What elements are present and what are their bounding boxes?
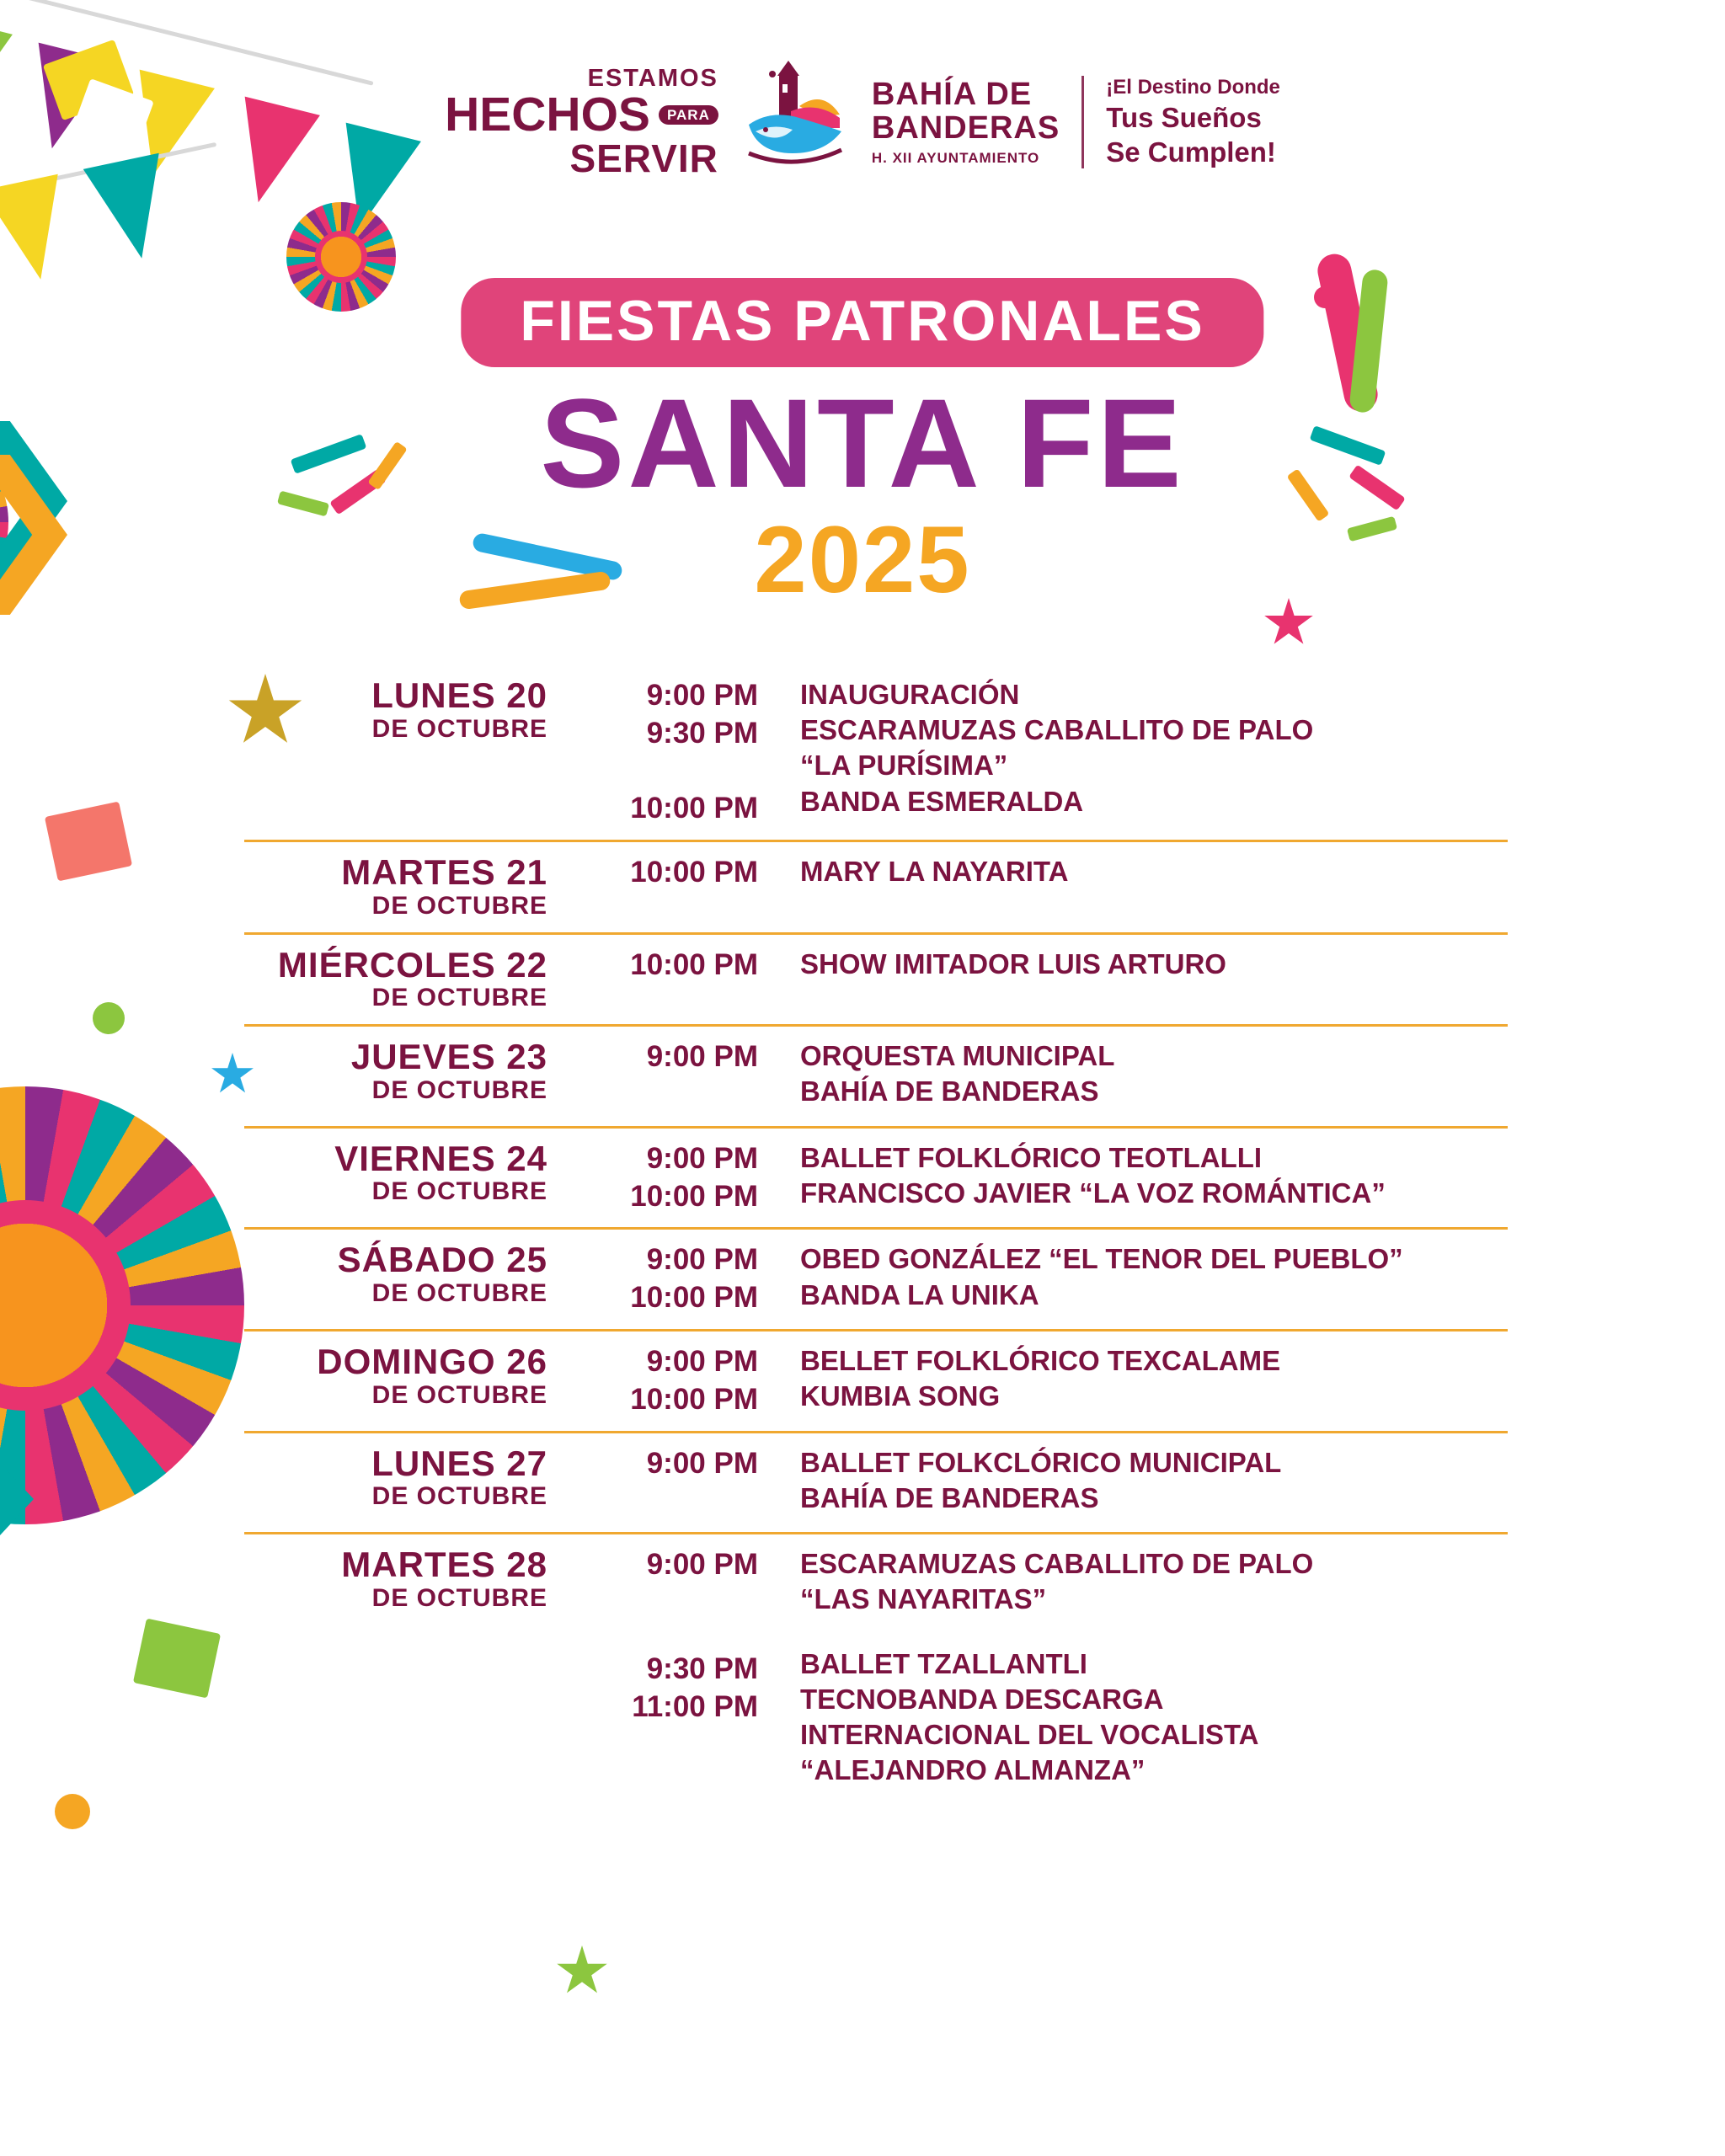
schedule-day [244, 944, 581, 1013]
schedule-events [800, 1445, 1508, 1516]
schedule-row [244, 1227, 1508, 1329]
event-title: BAHÍA DE BANDERAS [800, 1075, 1099, 1107]
event-time: 9:00 PM [646, 1548, 758, 1582]
schedule-row [244, 1024, 1508, 1126]
schedule-day [244, 1445, 581, 1512]
event-title: MARY LA NAYARITA [800, 856, 1069, 888]
schedule-events [800, 1241, 1508, 1312]
schedule-events [800, 1140, 1508, 1211]
schedule-times [581, 677, 800, 828]
schedule-times [581, 1343, 800, 1419]
event-year: 2025 [754, 507, 971, 612]
day-name: VIERNES 24 [334, 1138, 547, 1178]
event-title: SHOW IMITADOR LUIS ARTURO [800, 947, 1226, 979]
estamos-label: ESTAMOS [587, 65, 718, 92]
day-month: DE OCTUBRE [371, 1380, 547, 1409]
para-label: PARA [659, 105, 718, 125]
schedule-events [800, 1343, 1508, 1414]
schedule-row [244, 1329, 1508, 1431]
schedule-day [244, 1343, 581, 1410]
event-title: BALLET FOLKLÓRICO TEOTLALLI [800, 1141, 1263, 1173]
schedule-events [800, 1038, 1508, 1109]
municipality-name [872, 78, 1060, 166]
event-time: 10:00 PM [630, 1281, 758, 1315]
event-time: 11:00 PM [632, 1689, 758, 1723]
event-title: BANDA LA UNIKA [800, 1278, 1039, 1310]
event-time: 10:00 PM [630, 947, 758, 981]
event-subtitle: FIESTAS PATRONALES [461, 278, 1263, 367]
day-name: LUNES 20 [371, 675, 547, 715]
slogan-right [1106, 75, 1280, 170]
schedule-times [581, 947, 800, 985]
hechos-label: HECHOS [445, 88, 650, 141]
schedule-times [581, 1546, 800, 1801]
star-icon [1263, 598, 1314, 648]
schedule-row [244, 665, 1508, 840]
event-time: 9:00 PM [646, 1345, 758, 1378]
day-month: DE OCTUBRE [371, 1583, 547, 1612]
schedule-times [581, 1445, 800, 1521]
schedule-times [581, 1241, 800, 1317]
event-title: OBED GONZÁLEZ “EL TENOR DEL PUEBLO” [800, 1243, 1403, 1275]
slogan-line1: ¡El Destino Donde [1106, 75, 1280, 99]
schedule-day [244, 677, 581, 744]
event-title: ESCARAMUZAS CABALLITO DE PALO [800, 1548, 1314, 1580]
event-time: 9:30 PM [646, 1652, 758, 1685]
schedule-events [800, 947, 1508, 982]
header-divider [1081, 76, 1084, 168]
schedule-events [800, 854, 1508, 889]
day-name: JUEVES 23 [350, 1037, 547, 1077]
day-month: DE OCTUBRE [371, 1482, 547, 1511]
header [0, 59, 1725, 185]
event-time: 10:00 PM [630, 856, 758, 889]
event-title: BAHÍA DE BANDERAS [800, 1481, 1099, 1513]
event-title: BANDA ESMERALDA [800, 785, 1084, 817]
event-time: 10:00 PM [630, 792, 758, 825]
page-title: SANTA FE [540, 372, 1185, 514]
event-title: TECNOBANDA DESCARGA [800, 1683, 1164, 1715]
event-time [581, 1764, 758, 1801]
slogan-line2: Tus Sueños [1106, 101, 1262, 133]
schedule-row [244, 1431, 1508, 1533]
event-time: 9:00 PM [646, 679, 758, 712]
schedule-events [800, 1546, 1508, 1788]
day-name: MARTES 28 [341, 1545, 547, 1585]
event-title: KUMBIA SONG [800, 1380, 1001, 1412]
day-month: DE OCTUBRE [371, 984, 547, 1012]
day-month: DE OCTUBRE [371, 891, 547, 920]
schedule-times [581, 854, 800, 892]
day-name: SÁBADO 25 [337, 1240, 547, 1280]
event-title: BELLET FOLKLÓRICO TEXCALAME [800, 1345, 1281, 1376]
schedule-day [244, 1038, 581, 1105]
event-time: 9:30 PM [646, 716, 758, 750]
event-time: 10:00 PM [630, 1382, 758, 1416]
event-title: “ALEJANDRO ALMANZA” [800, 1754, 1146, 1786]
event-title: ORQUESTA MUNICIPAL [800, 1040, 1115, 1072]
event-time: 9:00 PM [646, 1243, 758, 1277]
municipality-sub: H. XII AYUNTAMIENTO [871, 149, 1040, 166]
coat-of-arms-icon [740, 59, 850, 185]
event-title: “LA PURÍSIMA” [800, 750, 1008, 782]
day-month: DE OCTUBRE [371, 1278, 547, 1307]
event-time: 10:00 PM [630, 1179, 758, 1213]
event-time: 9:00 PM [646, 1040, 758, 1074]
day-month: DE OCTUBRE [371, 1075, 547, 1104]
star-icon [556, 1945, 608, 1998]
event-time [581, 1584, 758, 1622]
schedule-times [581, 1140, 800, 1216]
event-title: BALLET FOLKCLÓRICO MUNICIPAL [800, 1446, 1282, 1478]
schedule-row [244, 932, 1508, 1025]
event-title: INTERNACIONAL DEL VOCALISTA [800, 1719, 1259, 1751]
schedule-day [244, 1140, 581, 1207]
brand-slogan-left [445, 67, 718, 178]
event-time [581, 1726, 758, 1764]
municipality-line2: BANDERAS [871, 110, 1060, 147]
event-time [581, 1482, 758, 1520]
day-name: MARTES 21 [341, 852, 547, 893]
event-time [581, 1076, 758, 1114]
event-title: “LAS NAYARITAS” [800, 1583, 1047, 1615]
servir-label: SERVIR [569, 136, 718, 180]
schedule-times [581, 1038, 800, 1114]
day-name: MIÉRCOLES 22 [277, 944, 547, 985]
schedule-day [244, 1546, 581, 1613]
event-time [581, 1622, 758, 1651]
slogan-line3: Se Cumplen! [1106, 136, 1276, 168]
event-title: BALLET TZALLANTLI [800, 1647, 1087, 1679]
day-month: DE OCTUBRE [371, 1177, 547, 1206]
event-title [800, 1618, 1508, 1646]
day-name: DOMINGO 26 [317, 1342, 547, 1381]
event-title: FRANCISCO JAVIER “LA VOZ ROMÁNTICA” [800, 1177, 1386, 1209]
event-time: 9:00 PM [646, 1141, 758, 1175]
schedule-day [244, 854, 581, 921]
event-title: ESCARAMUZAS CABALLITO DE PALO [800, 714, 1314, 746]
schedule-events [800, 677, 1508, 819]
event-time [581, 753, 758, 791]
schedule-list [244, 665, 1508, 1813]
event-title: INAUGURACIÓN [800, 679, 1020, 710]
day-month: DE OCTUBRE [371, 714, 547, 743]
event-time: 9:00 PM [646, 1446, 758, 1480]
schedule-row [244, 840, 1508, 932]
schedule-day [244, 1241, 581, 1308]
schedule-row [244, 1532, 1508, 1813]
schedule-row [244, 1126, 1508, 1228]
day-name: LUNES 27 [371, 1443, 547, 1483]
municipality-line1: BAHÍA DE [871, 77, 1033, 113]
